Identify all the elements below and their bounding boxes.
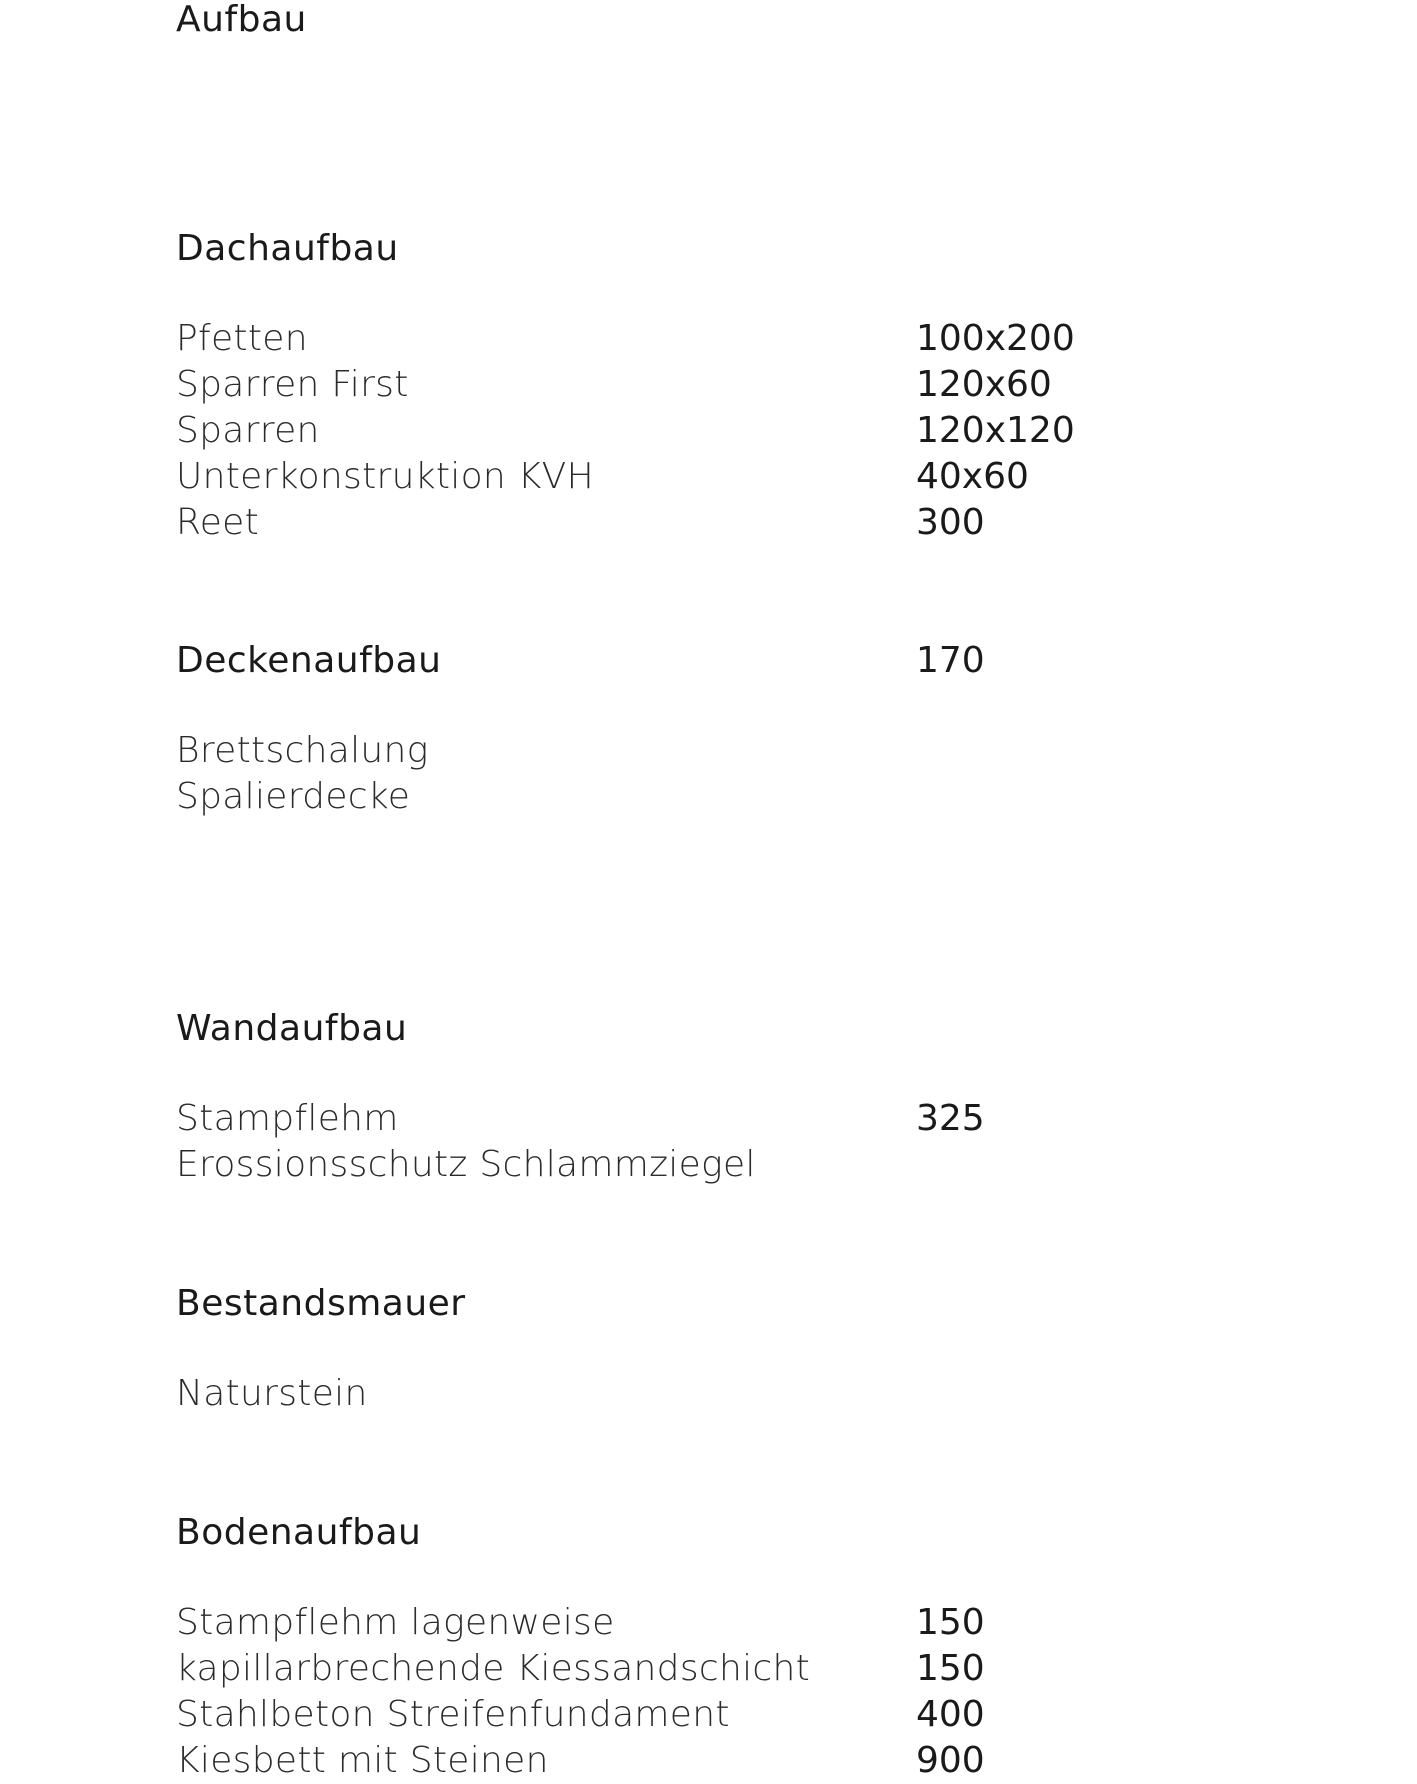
section-heading-row — [176, 638, 1176, 684]
item-value: 40x60 — [916, 456, 1029, 497]
item-label: Naturstein — [176, 1373, 368, 1414]
item-label: kapillarbrechende Kiessandschicht — [176, 1648, 811, 1689]
section-items — [176, 316, 1176, 546]
item-label: Unterkonstruktion KVH — [176, 456, 594, 497]
item-value: 100x200 — [916, 318, 1075, 359]
item-value: 325 — [916, 1098, 985, 1139]
item-label: Stampflehm — [176, 1098, 399, 1139]
list-item — [176, 1371, 1176, 1417]
section-deckenaufbau — [176, 638, 1176, 820]
item-label: Erossionsschutz Schlammziegel — [176, 1144, 756, 1185]
list-item — [176, 454, 1176, 500]
list-item — [176, 1738, 1176, 1784]
list-item — [176, 774, 1176, 820]
item-label: Reet — [176, 502, 260, 543]
section-dachaufbau — [176, 226, 1176, 546]
list-item — [176, 316, 1176, 362]
section-heading: Bodenaufbau — [176, 1512, 422, 1553]
section-heading: Bestandsmauer — [176, 1283, 466, 1324]
page-title: Aufbau — [176, 0, 307, 40]
item-value: 150 — [916, 1602, 985, 1643]
list-item — [176, 1142, 1176, 1188]
item-value: 900 — [916, 1740, 985, 1781]
section-items — [176, 728, 1176, 820]
list-item — [176, 1096, 1176, 1142]
item-value: 400 — [916, 1694, 985, 1735]
section-heading: Wandaufbau — [176, 1008, 408, 1049]
section-heading: Deckenaufbau — [176, 640, 442, 681]
item-value: 150 — [916, 1648, 985, 1689]
section-bestandsmauer — [176, 1281, 1176, 1417]
list-item — [176, 1646, 1176, 1692]
item-label: Stahlbeton Streifenfundament — [176, 1694, 730, 1735]
list-item — [176, 728, 1176, 774]
section-items — [176, 1371, 1176, 1417]
section-heading-row — [176, 1510, 1176, 1556]
section-heading-value: 170 — [916, 640, 985, 681]
item-value: 120x120 — [916, 410, 1075, 451]
section-wandaufbau — [176, 1006, 1176, 1188]
section-heading-row — [176, 1006, 1176, 1052]
list-item — [176, 408, 1176, 454]
section-items — [176, 1096, 1176, 1188]
item-label: Sparren — [176, 410, 320, 451]
list-item — [176, 500, 1176, 546]
section-heading-row — [176, 226, 1176, 272]
item-label: Sparren First — [176, 364, 409, 405]
list-item — [176, 362, 1176, 408]
list-item — [176, 1600, 1176, 1646]
item-label: Spalierdecke — [176, 776, 411, 817]
section-heading: Dachaufbau — [176, 228, 399, 269]
item-value: 120x60 — [916, 364, 1052, 405]
item-label: Kiesbett mit Steinen — [176, 1740, 549, 1781]
section-heading-row — [176, 1281, 1176, 1327]
section-items — [176, 1600, 1176, 1784]
item-value: 300 — [916, 502, 985, 543]
item-label: Pfetten — [176, 318, 308, 359]
list-item — [176, 1692, 1176, 1738]
item-label: Stampflehm lagenweise — [176, 1602, 615, 1643]
section-bodenaufbau — [176, 1510, 1176, 1784]
item-label: Brettschalung — [176, 730, 429, 771]
